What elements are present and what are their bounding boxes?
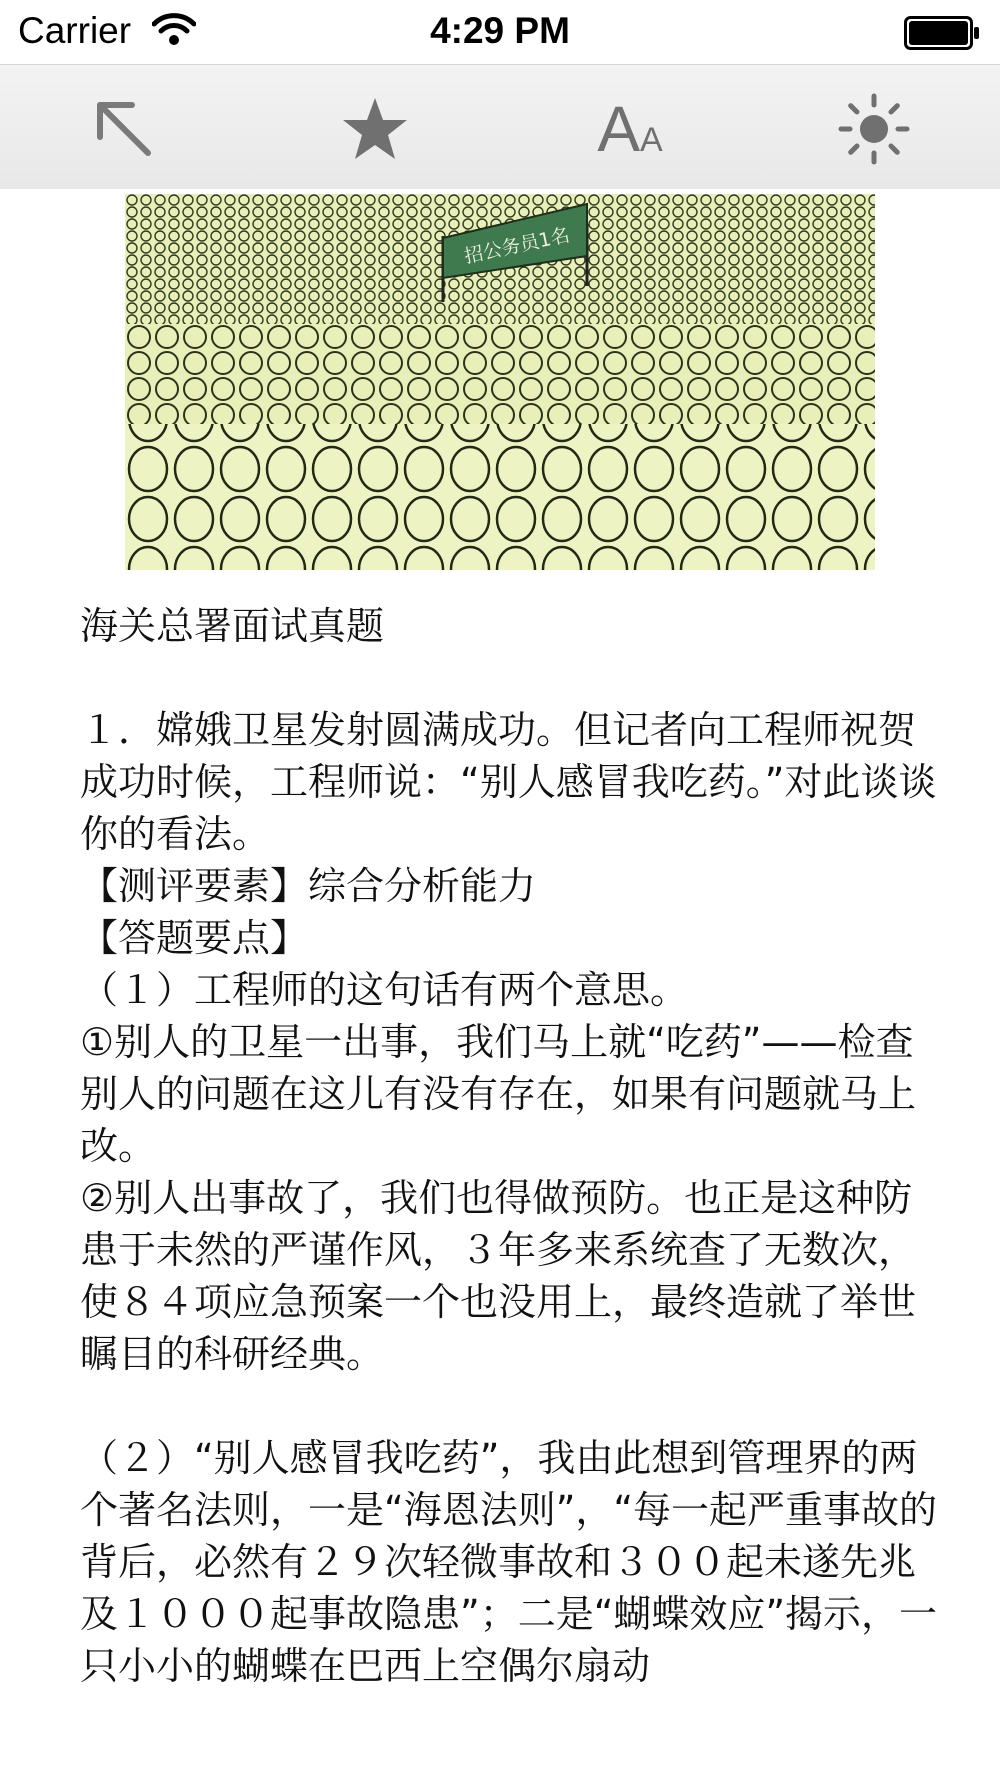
article-body (80, 600, 940, 1692)
font-size-icon: AA (597, 93, 663, 165)
brightness-button[interactable] (834, 93, 914, 165)
back-button[interactable] (84, 93, 164, 165)
article-paragraph: ①别人的卫星一出事，我们马上就“吃药”——检查别人的问题在这儿有没有存在，如果有问题就马上改。 (80, 1020, 917, 1168)
article-paragraph: （１）工程师的这句话有两个意思。 (80, 968, 689, 1012)
article-cartoon-image (125, 194, 875, 570)
battery-icon (904, 16, 980, 54)
status-bar (0, 0, 1000, 64)
article-paragraph: 【测评要素】综合分析能力 (80, 864, 537, 908)
reader-toolbar (0, 64, 1000, 189)
cartoon-banner-text: 招公务员1名 (462, 224, 572, 268)
back-arrow-icon (92, 97, 156, 161)
article-title: 海关总署面试真题 (80, 604, 385, 648)
clock-time: 4:29 PM (430, 10, 570, 51)
font-size-button[interactable] (585, 93, 675, 165)
favorite-button[interactable] (335, 93, 415, 165)
article-paragraph: 【答题要点】 (80, 916, 309, 960)
carrier-label: Carrier (18, 10, 132, 51)
article-paragraph: １．嫦娥卫星发射圆满成功。但记者向工程师祝贺成功时候，工程师说：“别人感冒我吃药。”对此谈谈你的看法。 (80, 708, 937, 856)
star-icon (341, 96, 409, 162)
article-paragraph: （２）“别人感冒我吃药”，我由此想到管理界的两个著名法则，一是“海恩法则”，“每一起严重事故的背后，必然有２９次轻微事故和３００起未遂先兆及１０００起事故隐患”；二是“蝴蝶效应”揭示，一只小小的蝴蝶在巴西上空偶尔扇动 (80, 1436, 938, 1688)
brightness-icon (838, 93, 910, 165)
article-paragraph: ②别人出事故了，我们也得做预防。也正是这种防患于未然的严谨作风，３年多来系统查了无数次，使８４项应急预案一个也没用上，最终造就了举世瞩目的科研经典。 (80, 1176, 917, 1376)
